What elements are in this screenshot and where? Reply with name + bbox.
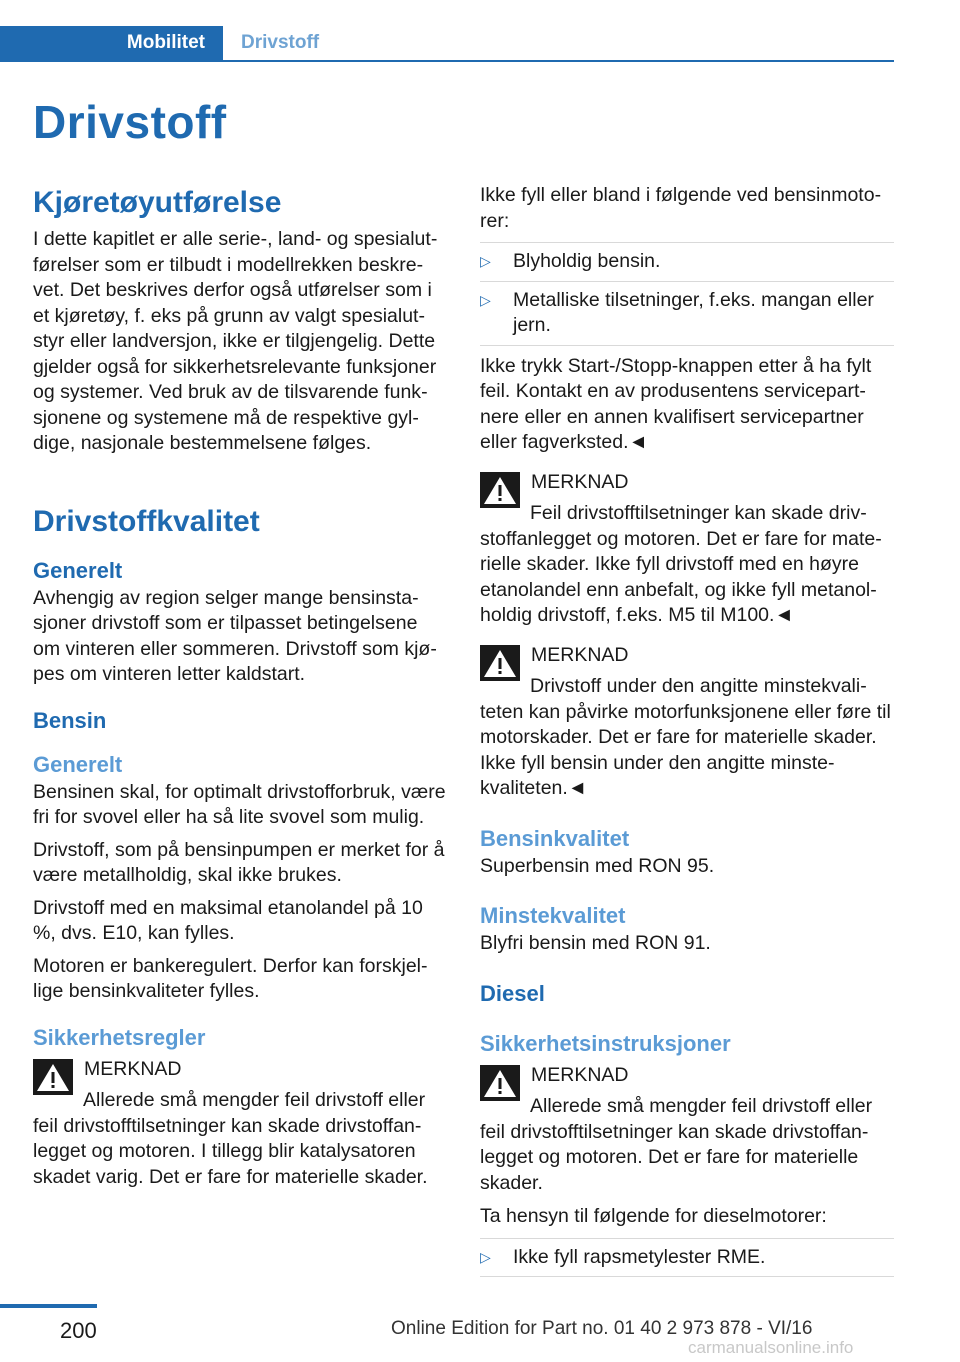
heading-petrol-quality: Bensinkvalitet bbox=[480, 825, 630, 851]
warning-text: Allerede små mengder feil drivstoff eller feil drivstofftilsetninger kan skade drivstoffanlegget og motoren. I tillegg blir katalysatoren skadet varig. Det er fare for materielle skader. bbox=[33, 1089, 428, 1188]
paragraph-vehicle-version: I dette kapitlet er alle serie-, land- og spesialutførelser som er tilbudt i modellrekken beskrevet. Det beskrives derfor også utførelser som i et kjøretøy, f. eks på grunn av valgt spesialutstyr eller landversjon, ikke er tilgjengelig. Dette gjelder også for sikkerhetsrelevante funksjoner og systemer. Ved bruk av de tilsvarende funksjonene og systemene må de respektive gyldige, nasjonale bestemmelsene følges. bbox=[33, 228, 438, 454]
footer-divider bbox=[0, 1304, 97, 1308]
warning-triangle-icon bbox=[480, 472, 520, 508]
tab-mobilitet[interactable]: Mobilitet bbox=[0, 26, 223, 60]
warning-title: MERKNAD bbox=[531, 470, 629, 493]
list-item: ▷ Ikke fyll rapsmetylester RME. bbox=[480, 1238, 894, 1278]
heading-petrol: Bensin bbox=[33, 707, 107, 733]
left-column bbox=[33, 183, 448, 1190]
warning-box-4 bbox=[480, 1063, 894, 1197]
heading-fuel-quality: Drivstoffkvalitet bbox=[33, 504, 260, 538]
heading-safety-rules: Sikkerhetsregler bbox=[33, 1024, 206, 1050]
warning-box-3 bbox=[480, 643, 894, 802]
warning-triangle-icon bbox=[480, 645, 520, 681]
triangle-bullet-icon: ▷ bbox=[480, 253, 491, 269]
paragraph-start-stop: Ikke trykk Start-/Stopp-knappen etter å ha fylt feil. Kontakt en av produsentens servicepartnere eller en annen kvalifisert servicepartner eller fagverksted.◄ bbox=[480, 354, 872, 453]
heading-safety-instructions: Sikkerhetsinstruksjoner bbox=[480, 1030, 731, 1056]
warning-text: Allerede små mengder feil drivstoff eller feil drivstofftilsetninger kan skade drivstoffanlegget og motoren. Det er fare for materielle skader. bbox=[480, 1095, 873, 1194]
header-divider bbox=[0, 60, 894, 62]
paragraph-petrol-2: Drivstoff, som på bensinpumpen er merket for å være metallholdig, skal ikke brukes. bbox=[33, 838, 445, 886]
warning-title: MERKNAD bbox=[84, 1057, 182, 1080]
warning-title: MERKNAD bbox=[531, 1063, 629, 1086]
paragraph-petrol-4: Motoren er bankeregulert. Derfor kan forskjellige bensinkvaliteter fylles. bbox=[33, 954, 428, 1002]
paragraph-diesel: Ta hensyn til følgende for dieselmotorer: bbox=[480, 1205, 827, 1227]
heading-min-quality: Minstekvalitet bbox=[480, 903, 626, 928]
warning-box-1 bbox=[33, 1057, 448, 1191]
page-number: 200 bbox=[60, 1318, 97, 1343]
bullet-list-2 bbox=[480, 1238, 894, 1278]
heading-general: Generelt bbox=[33, 557, 123, 583]
heading-petrol-general: Generelt bbox=[33, 751, 123, 777]
warning-triangle-icon bbox=[33, 1059, 73, 1095]
paragraph-petrol-1: Bensinen skal, for optimalt drivstofforbruk, være fri for svovel eller ha så lite svovel som mulig. bbox=[33, 780, 446, 828]
paragraph-intro: Ikke fyll eller bland i følgende ved bensinmotorer: bbox=[480, 184, 882, 232]
triangle-bullet-icon: ▷ bbox=[480, 291, 491, 308]
warning-text: Feil drivstofftilsetninger kan skade drivstoffanlegget og motoren. Det er fare for materielle skader. Ikke fyll drivstoff med en høyre etanolandel enn anbefalt, og ikke fyll metanolholdig drivstoff, f.eks. M5 til M100.◄ bbox=[480, 502, 882, 626]
triangle-bullet-icon: ▷ bbox=[480, 1248, 491, 1265]
header-bar bbox=[0, 26, 894, 60]
tab-drivstoff[interactable]: Drivstoff bbox=[241, 32, 320, 53]
heading-vehicle-version: Kjøretøyutførelse bbox=[33, 186, 282, 219]
warning-text: Drivstoff under den angitte minstekvaliteten kan påvirke motorfunksjonene eller føre til motorskader. Det er fare for materielle skader. Ikke fyll bensin under den angitte minstekvaliteten.◄ bbox=[480, 675, 891, 799]
bullet-list-1 bbox=[480, 242, 894, 346]
edition-note: Online Edition for Part no. 01 40 2 973 878 - VI/16 bbox=[391, 1318, 813, 1339]
paragraph-min-quality: Blyfri bensin med RON 91. bbox=[480, 932, 711, 954]
warning-title: MERKNAD bbox=[531, 643, 629, 666]
watermark: carmanualsonline.info bbox=[688, 1338, 854, 1357]
right-column bbox=[480, 183, 894, 1277]
heading-diesel: Diesel bbox=[480, 980, 545, 1006]
list-item: ▷ Blyholdig bensin. bbox=[480, 242, 894, 281]
paragraph-general: Avhengig av region selger mange bensinstasjoner drivstoff som er tilpasset betingelsene om vinteren eller sommeren. Drivstoff som kjøpes om vinteren letter kaldstart. bbox=[33, 586, 437, 685]
warning-triangle-icon bbox=[480, 1065, 520, 1101]
warning-box-2 bbox=[480, 470, 894, 629]
paragraph-petrol-quality: Superbensin med RON 95. bbox=[480, 854, 715, 877]
list-item: ▷ Metalliske tilsetninger, f.eks. mangan eller jern. bbox=[480, 281, 894, 346]
paragraph-petrol-3: Drivstoff med en maksimal etanolandel på 10 %, dvs. E10, kan fylles. bbox=[33, 896, 423, 944]
page-title: Drivstoff bbox=[33, 96, 227, 148]
